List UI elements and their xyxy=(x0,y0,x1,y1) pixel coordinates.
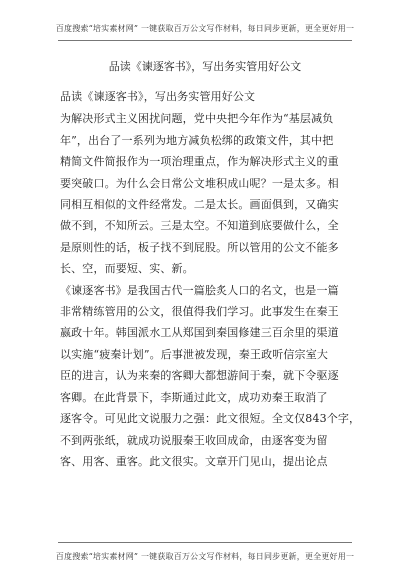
document-title: 品读《谏逐客书》，写出务实管用好公文 xyxy=(108,60,302,73)
footer-divider xyxy=(58,542,352,543)
body-line: 做不到，不知所云。三是太空。不知道到底要做什么，全 xyxy=(60,219,339,233)
body-line: 同相互相似的文件经常发。二是太长。画面俱到，又确实 xyxy=(60,198,339,212)
body-line: 客、用客、重客。此文很实。文章开门见山，提出论点 xyxy=(60,454,328,468)
body-line: 不到两张纸，就成功说服秦王收回成命，由逐客变为留 xyxy=(60,433,328,447)
body-line: 嬴政十年。韩国派水工从郑国到秦国修建三百余里的渠道 xyxy=(60,326,339,340)
body-line: 非常精练管用的公文，很值得我们学习。此事发生在秦王 xyxy=(60,305,339,319)
body-line: 精简文件简报作为一项治理重点，作为解决形式主义的重 xyxy=(60,155,339,169)
body-line: 臣的进言，认为来秦的客卿大都想游间于秦，就下令驱逐 xyxy=(60,369,339,383)
body-line: 客卿。在此背景下，李斯通过此文，成功劝秦王取消了 xyxy=(60,390,328,404)
body-line: 为解决形式主义困扰问题，党中央把今年作为“基层减负 xyxy=(60,112,334,126)
header-banner: 百度搜索“培实素材网” 一键获取百万公文写作材料，每日同步更新，更全更好用一 xyxy=(55,24,355,33)
body-line: 要突破口。为什么会日常公文堆积成山呢？一是太多。相 xyxy=(60,176,339,190)
body-line: 以实施“疲秦计划”。后事泄被发现，秦王政听信宗室大 xyxy=(60,347,328,361)
body-line: 长、空，而要短、实、新。 xyxy=(60,262,194,276)
body-line: 逐客令。可见此文说服力之强：此文很短。全文仅843个字， xyxy=(60,412,361,426)
body-line: 品读《谏逐客书》，写出务实管用好公文 xyxy=(60,90,256,103)
body-line: 是原则性的话，板子找不到屁股。所以管用的公文不能多 xyxy=(60,240,339,254)
footer-banner: 百度搜索“培实素材网” 一键获取百万公文写作材料，每日同步更新，更全更好用一 xyxy=(55,552,355,561)
body-line: 年”，出台了一系列为地方减负松绑的政策文件，其中把 xyxy=(60,133,334,147)
document-body xyxy=(60,86,360,472)
header-divider xyxy=(58,40,352,41)
body-line: 《谏逐客书》是我国古代一篇脍炙人口的名文，也是一篇 xyxy=(60,283,339,297)
